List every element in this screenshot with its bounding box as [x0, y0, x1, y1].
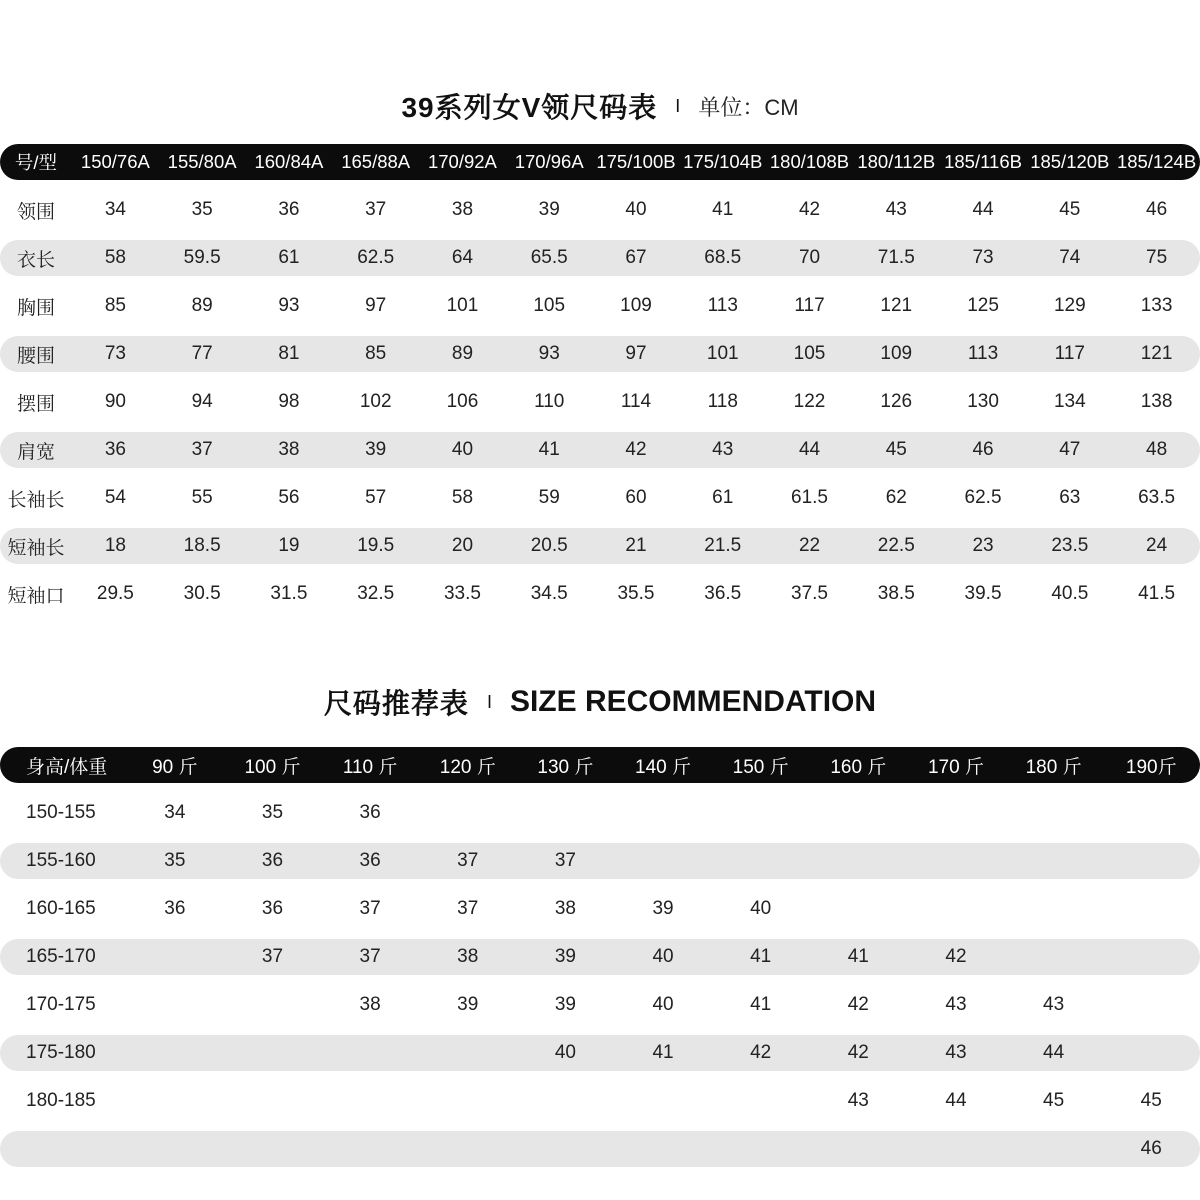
- size-chart-title: 39系列女V领尺码表: [401, 92, 658, 123]
- table-cell: 41: [652, 1042, 674, 1063]
- column-header: 155/80A: [167, 151, 237, 172]
- table-cell: 37: [457, 898, 479, 919]
- table-cell: 45: [1140, 1090, 1162, 1111]
- table-header-row: [0, 144, 1200, 180]
- table-row: [0, 336, 1200, 372]
- table-cell: 34: [104, 199, 126, 220]
- table-cell: 89: [451, 343, 474, 364]
- table-cell: 22.5: [877, 535, 915, 556]
- table-cell: 62.5: [357, 247, 395, 268]
- column-header: 170/96A: [514, 151, 584, 172]
- table-cell: 35: [164, 850, 186, 871]
- table-cell: 44: [1043, 1042, 1065, 1063]
- column-header: 160 斤: [830, 756, 887, 778]
- table-cell: 21.5: [704, 535, 742, 556]
- row-label: 长袖长: [7, 489, 65, 511]
- table-cell: 94: [191, 391, 213, 412]
- table-cell: 42: [847, 1042, 869, 1063]
- row-label: 摆围: [16, 393, 55, 415]
- table-row: [0, 528, 1200, 564]
- table-cell: 105: [793, 343, 826, 364]
- table-cell: 110: [534, 391, 565, 412]
- size-chart-table: [0, 144, 1200, 624]
- table-cell: 36: [278, 199, 300, 220]
- table-row: [0, 891, 1200, 927]
- table-cell: 75: [1146, 247, 1168, 268]
- table-cell: 42: [798, 199, 821, 220]
- table-cell: 73: [104, 343, 126, 364]
- table-cell: 133: [1140, 295, 1173, 316]
- column-header: 140 斤: [635, 756, 692, 778]
- table-row: [0, 384, 1200, 420]
- table-cell: 68.5: [704, 247, 742, 268]
- column-header: 190斤: [1125, 756, 1177, 778]
- table-cell: 114: [620, 391, 652, 412]
- table-row: [0, 987, 1200, 1023]
- table-cell: 21: [625, 535, 647, 556]
- table-cell: 65.5: [530, 247, 568, 268]
- row-label: 胸围: [16, 297, 55, 319]
- table-cell: 42: [750, 1042, 772, 1063]
- table-cell: 101: [446, 295, 479, 316]
- table-cell: 40: [652, 994, 674, 1015]
- row-label: 衣长: [16, 249, 55, 271]
- table-cell: 40: [451, 439, 474, 460]
- table-cell: 37.5: [791, 583, 828, 604]
- column-header: 110 斤: [342, 756, 398, 778]
- table-cell: 98: [278, 391, 300, 412]
- table-row: [0, 939, 1200, 975]
- row-label: 170-175: [26, 994, 96, 1015]
- table-cell: 42: [847, 994, 869, 1015]
- table-cell: 36.5: [704, 583, 742, 604]
- table-cell: 47: [1059, 439, 1081, 460]
- row-label: 肩宽: [16, 441, 55, 463]
- table-cell: 129: [1053, 295, 1086, 316]
- table-cell: 117: [794, 295, 825, 316]
- table-cell: 37: [261, 946, 284, 967]
- table-row: [0, 1131, 1200, 1167]
- table-cell: 90: [104, 391, 126, 412]
- table-cell: 61.5: [791, 487, 828, 508]
- table-cell: 39: [554, 946, 576, 967]
- column-header: 180/112B: [857, 151, 936, 172]
- table-cell: 58: [104, 247, 126, 268]
- table-cell: 35: [261, 802, 284, 823]
- table-cell: 46: [972, 439, 994, 460]
- table-cell: 121: [1140, 343, 1173, 364]
- table-cell: 36: [261, 850, 284, 871]
- table-cell: 20: [451, 535, 474, 556]
- column-header: 100 斤: [244, 756, 301, 778]
- table-cell: 37: [365, 199, 387, 220]
- table-cell: 36: [261, 898, 284, 919]
- table-cell: 97: [625, 343, 647, 364]
- table-cell: 36: [104, 439, 126, 460]
- table-cell: 121: [880, 295, 913, 316]
- title-divider: I: [675, 95, 681, 116]
- table-cell: 126: [880, 391, 913, 412]
- table-cell: 106: [446, 391, 479, 412]
- row-label: 腰围: [16, 345, 55, 367]
- table-cell: 59.5: [183, 247, 221, 268]
- row-label: 短袖口: [7, 585, 65, 607]
- column-header: 150 斤: [732, 756, 789, 778]
- table-cell: 109: [880, 343, 913, 364]
- table-cell: 101: [706, 343, 739, 364]
- table-cell: 37: [554, 850, 576, 871]
- table-cell: 97: [365, 295, 387, 316]
- table-cell: 63.5: [1138, 487, 1176, 508]
- column-header: 号/型: [14, 152, 58, 173]
- table-cell: 62: [885, 487, 907, 508]
- column-header: 175/104B: [683, 151, 763, 172]
- table-cell: 19: [278, 535, 300, 556]
- table-cell: 24: [1146, 535, 1168, 556]
- table-cell: 118: [707, 391, 738, 412]
- table-cell: 130: [967, 391, 999, 412]
- table-cell: 37: [457, 850, 479, 871]
- table-cell: 57: [365, 487, 387, 508]
- table-cell: 63: [1059, 487, 1081, 508]
- column-header: 185/120B: [1030, 151, 1110, 172]
- table-cell: 23.5: [1051, 535, 1089, 556]
- table-cell: 122: [793, 391, 826, 412]
- column-header: 165/88A: [341, 151, 411, 172]
- table-cell: 74: [1059, 247, 1081, 268]
- column-header: 120 斤: [439, 756, 496, 778]
- table-row: [0, 192, 1200, 228]
- table-cell: 61: [712, 487, 734, 508]
- table-cell: 37: [191, 439, 213, 460]
- column-header: 170/92A: [427, 151, 497, 172]
- table-cell: 22: [798, 535, 821, 556]
- table-cell: 44: [972, 199, 994, 220]
- row-label: 155-160: [26, 850, 96, 871]
- column-header: 150/76A: [80, 151, 150, 172]
- table-cell: 43: [945, 1042, 967, 1063]
- column-header: 185/116B: [944, 151, 1022, 172]
- table-cell: 113: [967, 343, 999, 364]
- title-divider: I: [486, 691, 492, 712]
- table-cell: 55: [191, 487, 213, 508]
- table-cell: 89: [191, 295, 213, 316]
- table-cell: 19.5: [357, 535, 395, 556]
- table-cell: 38: [457, 946, 479, 967]
- table-cell: 31.5: [270, 583, 308, 604]
- table-row: [0, 432, 1200, 468]
- table-cell: 45: [1059, 199, 1081, 220]
- table-cell: 43: [847, 1090, 869, 1111]
- table-cell: 40.5: [1051, 583, 1089, 604]
- row-label: 180-185: [26, 1090, 96, 1111]
- table-cell: 93: [278, 295, 300, 316]
- table-cell: 46: [1140, 1138, 1162, 1159]
- table-cell: 67: [625, 247, 647, 268]
- table-row: [0, 1035, 1200, 1071]
- row-label: 160-165: [26, 898, 96, 919]
- table-cell: 70: [798, 247, 821, 268]
- table-cell: 39: [365, 439, 387, 460]
- table-cell: 39.5: [964, 583, 1002, 604]
- recommendation-subtitle: SIZE RECOMMENDATION: [509, 685, 877, 718]
- table-cell: 38: [554, 898, 576, 919]
- table-cell: 33.5: [443, 583, 481, 604]
- table-row: [0, 1083, 1200, 1119]
- table-cell: 41.5: [1138, 583, 1176, 604]
- column-header: 175/100B: [596, 151, 676, 172]
- table-cell: 38: [451, 199, 474, 220]
- table-cell: 41: [750, 994, 772, 1015]
- row-label: 165-170: [26, 946, 96, 967]
- table-cell: 37: [359, 898, 381, 919]
- table-cell: 56: [278, 487, 300, 508]
- table-cell: 23: [972, 535, 994, 556]
- table-cell: 42: [945, 946, 967, 967]
- table-cell: 64: [451, 247, 474, 268]
- unit-label: 单位：CM: [698, 94, 799, 120]
- table-cell: 35: [191, 199, 213, 220]
- table-cell: 134: [1053, 391, 1086, 412]
- table-cell: 60: [625, 487, 647, 508]
- column-header: 90 斤: [152, 756, 198, 778]
- table-cell: 58: [451, 487, 474, 508]
- table-cell: 42: [625, 439, 647, 460]
- table-cell: 41: [750, 946, 772, 967]
- column-header: 180 斤: [1025, 756, 1082, 778]
- size-chart-title-bar: [0, 86, 1200, 126]
- table-row: [0, 843, 1200, 879]
- recommendation-title: 尺码推荐表: [323, 688, 469, 719]
- table-cell: 30.5: [183, 583, 221, 604]
- table-cell: 81: [278, 343, 300, 364]
- table-cell: 41: [847, 946, 869, 967]
- table-cell: 41: [712, 199, 734, 220]
- table-cell: 125: [967, 295, 999, 316]
- table-cell: 40: [652, 946, 674, 967]
- column-header: 185/124B: [1116, 151, 1197, 172]
- row-label: 领围: [16, 201, 55, 223]
- table-cell: 39: [554, 994, 576, 1015]
- table-cell: 73: [972, 247, 994, 268]
- table-cell: 37: [359, 946, 381, 967]
- table-cell: 41: [538, 439, 560, 460]
- table-cell: 38: [359, 994, 381, 1015]
- table-row: [0, 576, 1200, 612]
- table-cell: 36: [164, 898, 186, 919]
- table-cell: 39: [538, 199, 560, 220]
- table-cell: 40: [750, 898, 772, 919]
- table-header-row: [0, 747, 1200, 783]
- table-cell: 34.5: [530, 583, 568, 604]
- table-cell: 85: [104, 295, 126, 316]
- table-cell: 109: [620, 295, 652, 316]
- row-label: 175-180: [26, 1042, 96, 1063]
- table-row: [0, 795, 1200, 831]
- table-cell: 43: [885, 199, 907, 220]
- table-cell: 45: [1043, 1090, 1065, 1111]
- row-label: 短袖长: [7, 537, 65, 559]
- column-header: 170 斤: [927, 756, 984, 778]
- table-cell: 44: [798, 439, 821, 460]
- table-cell: 36: [359, 802, 381, 823]
- table-cell: 20.5: [530, 535, 568, 556]
- table-cell: 71.5: [877, 247, 915, 268]
- recommendation-title-bar: [0, 682, 1200, 722]
- table-cell: 43: [712, 439, 734, 460]
- table-cell: 39: [652, 898, 674, 919]
- table-cell: 102: [359, 391, 392, 412]
- table-cell: 40: [554, 1042, 576, 1063]
- column-header: 身高/体重: [26, 756, 108, 778]
- table-cell: 59: [538, 487, 560, 508]
- table-cell: 43: [945, 994, 967, 1015]
- table-cell: 38.5: [877, 583, 915, 604]
- table-cell: 62.5: [964, 487, 1002, 508]
- column-header: 130 斤: [537, 756, 594, 778]
- table-cell: 38: [278, 439, 300, 460]
- table-cell: 46: [1146, 199, 1168, 220]
- table-cell: 77: [191, 343, 213, 364]
- table-cell: 113: [707, 295, 738, 316]
- table-cell: 48: [1146, 439, 1168, 460]
- table-cell: 138: [1140, 391, 1173, 412]
- table-row: [0, 288, 1200, 324]
- table-row: [0, 240, 1200, 276]
- table-cell: 29.5: [96, 583, 134, 604]
- table-cell: 43: [1043, 994, 1065, 1015]
- table-cell: 36: [359, 850, 381, 871]
- row-label: 150-155: [26, 802, 96, 823]
- recommendation-table: [0, 747, 1200, 1179]
- table-cell: 61: [278, 247, 300, 268]
- table-cell: 39: [457, 994, 479, 1015]
- column-header: 160/84A: [254, 151, 324, 172]
- table-cell: 45: [885, 439, 907, 460]
- table-cell: 35.5: [617, 583, 655, 604]
- table-cell: 34: [164, 802, 186, 823]
- table-cell: 18: [104, 535, 126, 556]
- table-cell: 32.5: [357, 583, 395, 604]
- table-cell: 54: [104, 487, 126, 508]
- table-cell: 85: [365, 343, 387, 364]
- table-cell: 40: [625, 199, 647, 220]
- table-cell: 18.5: [183, 535, 221, 556]
- table-cell: 93: [538, 343, 560, 364]
- table-cell: 117: [1054, 343, 1085, 364]
- table-cell: 44: [945, 1090, 967, 1111]
- table-cell: 105: [533, 295, 566, 316]
- column-header: 180/108B: [769, 151, 850, 172]
- table-row: [0, 480, 1200, 516]
